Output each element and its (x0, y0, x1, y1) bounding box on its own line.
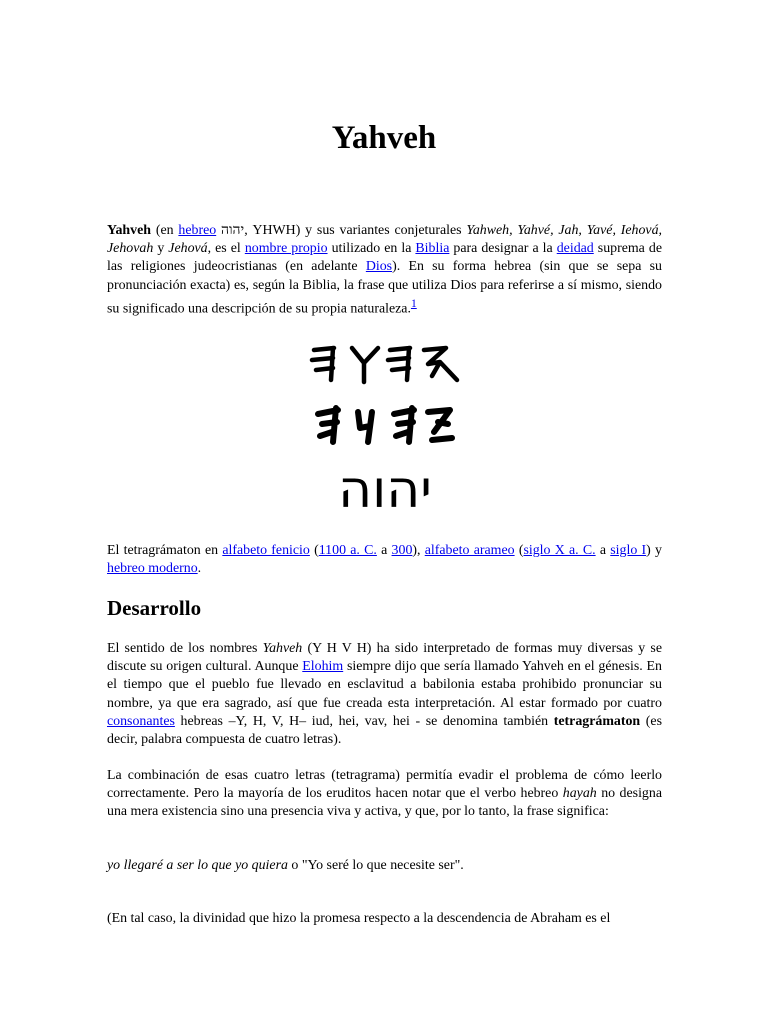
text: . (197, 561, 202, 577)
phoenician-he-glyph (388, 348, 410, 380)
image-caption (107, 542, 662, 578)
aramaic-waw-glyph (358, 412, 372, 442)
text: o "Yo seré lo que necesite ser". (287, 858, 464, 873)
italic-quote: yo llegaré a ser lo que yo quiera (107, 858, 288, 873)
phoenician-waw-glyph (352, 348, 378, 382)
variants-italic: Jehová (168, 241, 208, 257)
link-consonantes[interactable]: consonantes (107, 713, 175, 729)
text: La combinación de esas cuatro letras (tetragrama) permitía evadir el problema de cómo leerlo correctamente. Pero la mayoría de los eruditos hacen notar que el verbo hebreo (107, 768, 662, 802)
text: (en (151, 223, 179, 238)
page-title: Yahveh (331, 120, 437, 156)
text: a (376, 543, 392, 558)
paragraph-quote (107, 857, 662, 875)
bold-term: tetragrámaton (553, 713, 641, 729)
text: no designa una mera existencia sino una presencia viva y activa, y que, por lo tanto, la frase significa: (107, 786, 662, 820)
text: para designar a la (449, 241, 557, 257)
paragraph-sentido (107, 640, 662, 749)
link-nombre-propio[interactable]: nombre propio (244, 241, 328, 257)
text: utilizado en la (327, 241, 416, 257)
link-alfabeto-arameo[interactable]: alfabeto arameo (424, 543, 515, 558)
text: siempre dijo que sería llamado Yahveh en el génesis. En el tiempo que el pueblo fue llevado en esclavitud a babilonia estaba prohibido pronunciar su nombre, ya que era sagrado, así que fue creada esta interpretación. Al estar formado por cuatro (107, 659, 662, 711)
text: ), (412, 543, 425, 558)
modern-hebrew-tetragram: יהוה (338, 460, 432, 520)
phoenician-he-glyph (312, 348, 334, 380)
paragraph-combinacion (107, 767, 662, 822)
text: y (153, 241, 169, 257)
text: (es decir, palabra compuesta de cuatro letras). (107, 713, 662, 748)
text: El sentido de los nombres (107, 641, 263, 656)
paragraph-en-tal-caso (107, 910, 662, 928)
tetragrammaton-image (300, 336, 470, 526)
text: a (595, 543, 611, 558)
link-siglo-i[interactable]: siglo I (610, 543, 647, 558)
intro-term: Yahveh (107, 223, 151, 238)
link-hebreo[interactable]: hebreo (178, 223, 217, 238)
text: ( (514, 543, 524, 558)
text: hebreas –Y, H, V, H– iud, hei, vav, hei - se denomina también (174, 713, 554, 729)
section-heading: Desarrollo (107, 596, 202, 620)
text: יהוה, YHWH) y sus variantes conjeturales (216, 223, 467, 238)
reference-link[interactable]: 1 (410, 296, 417, 310)
link-dios[interactable]: Dios (365, 259, 393, 275)
aramaic-yod-glyph (428, 410, 452, 440)
aramaic-he-glyph (394, 408, 414, 442)
intro-paragraph (107, 222, 662, 319)
link-siglo-x-ac[interactable]: siglo X a. C. (523, 543, 596, 558)
link-elohim[interactable]: Elohim (302, 659, 344, 675)
text: El tetragrámaton en (107, 543, 223, 558)
text: suprema de las religiones judeocristianas (en adelante (107, 241, 662, 275)
text: ) y (646, 543, 662, 558)
variants-italic: Yahweh, Yahvé, Jah, Yavé, Iehová, Jehovah (107, 223, 662, 257)
aramaic-he-glyph (318, 408, 338, 442)
link-hebreo-moderno[interactable]: hebreo moderno (107, 561, 198, 577)
italic-term: hayah (562, 786, 597, 802)
text: (En tal caso, la divinidad que hizo la promesa respecto a la descendencia de Abraham es el (107, 911, 611, 926)
ancient-scripts-drawing (300, 336, 470, 456)
text: (Y H V H) ha sido interpretado de formas muy diversas y se discute su origen cultural. Aunque (107, 641, 662, 675)
text: ( (309, 543, 319, 558)
link-300[interactable]: 300 (391, 543, 413, 558)
link-1100-ac[interactable]: 1100 a. C. (318, 543, 377, 558)
link-alfabeto-fenicio[interactable]: alfabeto fenicio (222, 543, 310, 558)
text: , es el (207, 241, 245, 257)
phoenician-yod-glyph (424, 348, 457, 380)
link-biblia[interactable]: Biblia (415, 241, 450, 257)
italic-term: Yahveh (262, 641, 303, 656)
link-deidad[interactable]: deidad (556, 241, 594, 257)
text: ). En su forma hebrea (sin que se sepa su pronunciación exacta) es, según la Biblia, la frase que utiliza Dios para referirse a sí mismo, siendo su significado una descripción de su propia naturaleza. (107, 259, 662, 317)
